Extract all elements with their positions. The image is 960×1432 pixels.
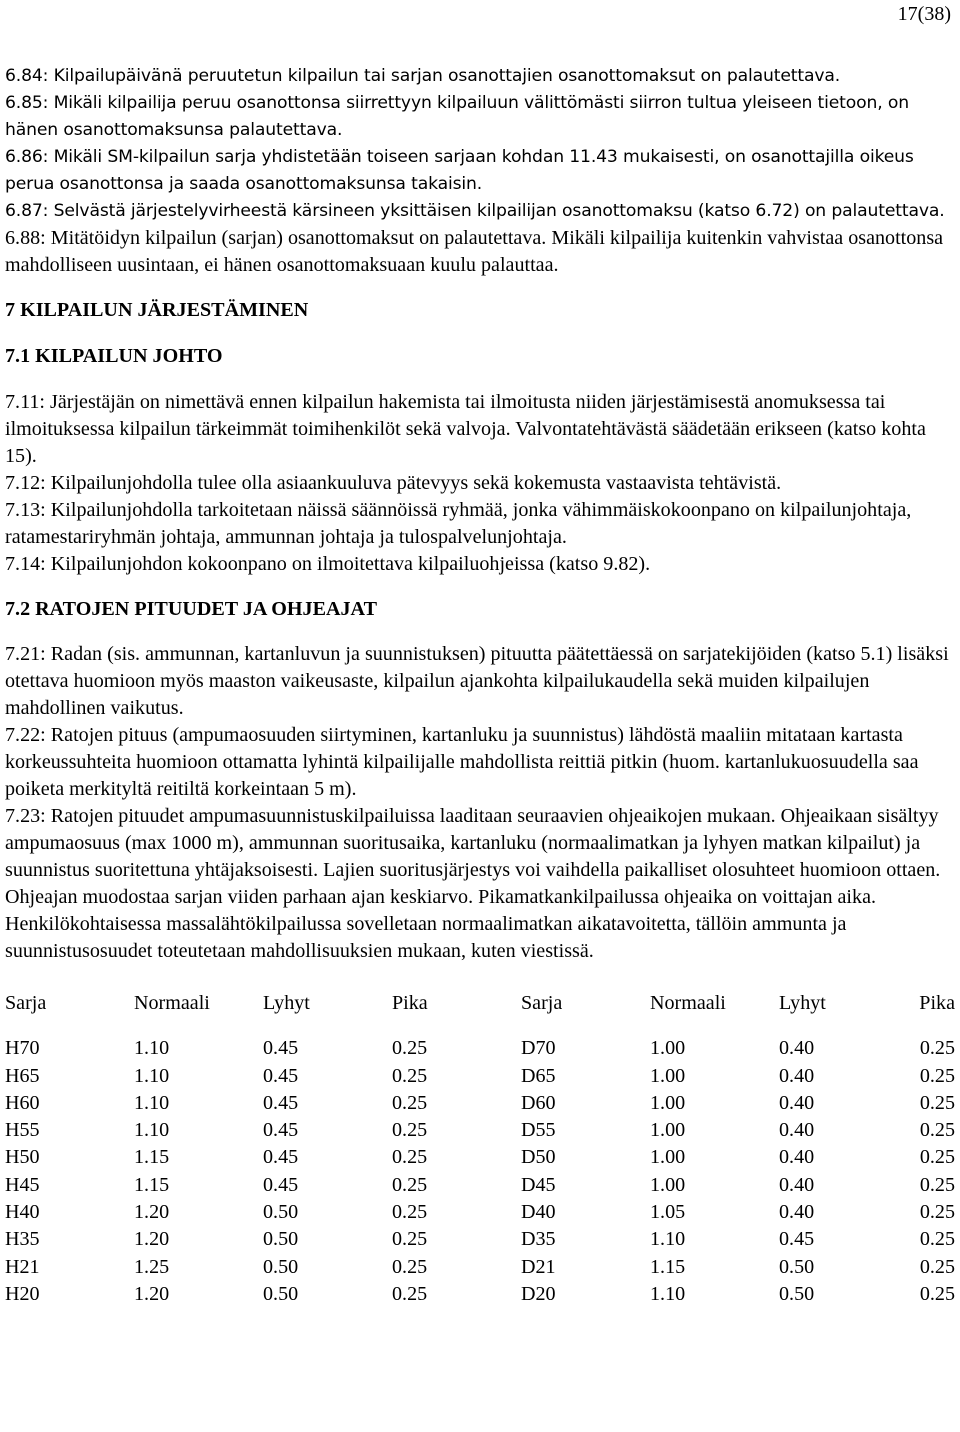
- table-cell: 0.25: [392, 1091, 428, 1114]
- table-cell: 0.25: [392, 1282, 428, 1305]
- table-cell: 0.40: [779, 1091, 815, 1114]
- column-header: Normaali: [650, 992, 726, 1014]
- table-cell: D70: [521, 1037, 556, 1060]
- table-cell: D60: [521, 1091, 556, 1114]
- column-header: Lyhyt: [263, 992, 310, 1014]
- table-cell: H20: [5, 1282, 40, 1305]
- table-header-row: [5, 990, 955, 1017]
- table-cell: 0.45: [263, 1037, 299, 1060]
- paragraph-7-23: 7.23: Ratojen pituudet ampumasuunnistuskilpailuissa laaditaan seuraavien ohjeaikojen mukaan. Ohjeaikaan sisältyy ampumaosuus (max 1000 m), ammunnan suoritusaika, kartanluku (normaalimatkan ja lyhyen matkan kilpailut) ja suunnistus suoritettuna yhtäjaksoisesti. Lajien suoritusjärjestys voi vaihdella paikalliset olosuhteet huomioon ottaen. Ohjeajan muodostaa sarjan viiden parhaan ajan keskiarvo. Pikamatkankilpailussa ohjeaika on voittajan aika.: [5, 805, 941, 908]
- table-cell: 1.10: [134, 1037, 170, 1060]
- section-heading-7-2: 7.2 RATOJEN PITUUDET JA OHJEAJAT: [5, 598, 377, 620]
- table-cell: 1.00: [650, 1119, 686, 1142]
- paragraph-6-87: 6.87: Selvästä järjestelyvirheestä kärsineen yksittäisen kilpailijan osanottomaksu (katso 6.72) on palautettava.: [5, 201, 945, 221]
- table-cell: 0.50: [263, 1201, 299, 1224]
- table-cell: 0.40: [779, 1146, 815, 1169]
- table-cell: 0.25: [392, 1255, 428, 1278]
- table-cell: H40: [5, 1201, 40, 1224]
- paragraph-mass-start: Henkilökohtaisessa massalähtökilpailussa sovelletaan normaalimatkan aikatavoitetta, tällöin ammunta ja suunnistusosuudet toteutetaan mahdollisuuksien mukaan, kuten viestissä.: [5, 913, 847, 962]
- table-cell: 0.25: [919, 1201, 955, 1224]
- guide-time-table: [5, 990, 955, 1308]
- table-cell: D50: [521, 1146, 556, 1169]
- table-cell: 0.25: [919, 1064, 955, 1087]
- section-heading-7: 7 KILPAILUN JÄRJESTÄMINEN: [5, 299, 309, 321]
- paragraph-6-88: 6.88: Mitätöidyn kilpailun (sarjan) osanottomaksut on palautettava. Mikäli kilpailija kuitenkin vahvistaa osanottonsa mahdolliseen uusintaan, ei hänen osanottomaksuaan kuulu palauttaa.: [5, 227, 944, 276]
- section-heading-7-1: 7.1 KILPAILUN JOHTO: [5, 345, 223, 367]
- paragraph-6-84: 6.84: Kilpailupäivänä peruutetun kilpailun tai sarjan osanottajien osanottomaksut on palautettava.: [5, 66, 841, 86]
- table-cell: 1.05: [650, 1201, 686, 1224]
- table-cell: H55: [5, 1119, 40, 1142]
- column-header: Pika: [392, 992, 428, 1014]
- table-row: [5, 1144, 955, 1171]
- table-cell: 1.10: [650, 1282, 686, 1305]
- table-row: [5, 1199, 955, 1226]
- table-cell: 1.10: [650, 1228, 686, 1251]
- table-row: [5, 1281, 955, 1308]
- paragraph-6-85: 6.85: Mikäli kilpailija peruu osanottonsa siirrettyyn kilpailuun välittömästi siirron tultua yleiseen tietoon, on hänen osanottomaksunsa palautettava.: [5, 93, 909, 140]
- table-cell: 0.45: [263, 1146, 299, 1169]
- paragraph-7-12: 7.12: Kilpailunjohdolla tulee olla asiaankuuluva pätevyys sekä kokemusta vastaavista tehtävistä.: [5, 472, 782, 494]
- table-cell: 0.45: [263, 1064, 299, 1087]
- table-cell: 0.25: [919, 1228, 955, 1251]
- table-row: [5, 1254, 955, 1281]
- table-row: [5, 1226, 955, 1253]
- table-cell: 0.25: [919, 1119, 955, 1142]
- table-cell: 0.40: [779, 1201, 815, 1224]
- table-cell: 0.50: [779, 1255, 815, 1278]
- table-cell: 0.25: [392, 1146, 428, 1169]
- table-body: [5, 1035, 955, 1308]
- table-cell: 0.40: [779, 1037, 815, 1060]
- column-header: Normaali: [134, 992, 210, 1014]
- table-cell: 1.00: [650, 1146, 686, 1169]
- table-cell: 1.20: [134, 1228, 170, 1251]
- table-cell: 1.00: [650, 1037, 686, 1060]
- table-row: [5, 1090, 955, 1117]
- table-cell: H65: [5, 1064, 40, 1087]
- table-cell: 1.10: [134, 1091, 170, 1114]
- table-cell: H21: [5, 1255, 40, 1278]
- table-cell: H50: [5, 1146, 40, 1169]
- table-cell: 0.45: [263, 1119, 299, 1142]
- paragraph-6-86: 6.86: Mikäli SM-kilpailun sarja yhdistetään toiseen sarjaan kohdan 11.43 mukaisesti, on osanottajilla oikeus perua osanottonsa ja saada osanottomaksunsa takaisin.: [5, 147, 914, 194]
- table-cell: 0.50: [263, 1282, 299, 1305]
- table-cell: D21: [521, 1255, 556, 1278]
- table-cell: 0.50: [779, 1282, 815, 1305]
- table-cell: 1.00: [650, 1091, 686, 1114]
- table-cell: 1.15: [134, 1146, 170, 1169]
- table-cell: 1.00: [650, 1064, 686, 1087]
- table-cell: 0.45: [263, 1091, 299, 1114]
- paragraph-7-14: 7.14: Kilpailunjohdon kokoonpano on ilmoitettava kilpailuohjeissa (katso 9.82).: [5, 553, 651, 575]
- table-cell: 0.25: [392, 1037, 428, 1060]
- table-cell: H60: [5, 1091, 40, 1114]
- table-cell: D55: [521, 1119, 556, 1142]
- table-cell: 1.15: [650, 1255, 686, 1278]
- table-cell: 0.25: [392, 1064, 428, 1087]
- table-cell: 0.40: [779, 1119, 815, 1142]
- paragraph-7-21: 7.21: Radan (sis. ammunnan, kartanluvun ja suunnistuksen) pituutta päätettäessä on sarjatekijöiden (katso 5.1) lisäksi otettava huomioon myös maaston vaikeusaste, kilpailun ajankohta kilpailukaudella sekä muiden kilpailujen mahdollinen vaikutus.: [5, 643, 949, 719]
- table-row: [5, 1035, 955, 1062]
- table-cell: 0.45: [263, 1173, 299, 1196]
- paragraph-7-13: 7.13: Kilpailunjohdolla tarkoitetaan näissä säännöissä ryhmää, jonka vähimmäiskokoonpano on kilpailunjohtaja, ratamestariryhmän johtaja, ammunnan johtaja ja tulospalvelunjohtaja.: [5, 499, 912, 548]
- table-row: [5, 1117, 955, 1144]
- table-cell: 0.50: [263, 1255, 299, 1278]
- document-body: [5, 63, 955, 1308]
- paragraph-7-11: 7.11: Järjestäjän on nimettävä ennen kilpailun hakemista tai ilmoitusta niiden järjestämisestä anomuksessa tai ilmoituksessa kilpailun tärkeimmät toimihenkilöt sekä valvoja. Valvontatehtävästä säädetään erikseen (katso kohta 15).: [5, 391, 926, 467]
- table-cell: 0.25: [392, 1201, 428, 1224]
- column-header: Sarja: [5, 992, 47, 1014]
- table-cell: 0.45: [779, 1228, 815, 1251]
- table-row: [5, 1172, 955, 1199]
- table-cell: 0.50: [263, 1228, 299, 1251]
- table-cell: 0.25: [919, 1037, 955, 1060]
- table-cell: 1.10: [134, 1064, 170, 1087]
- table-cell: D20: [521, 1282, 556, 1305]
- table-cell: 0.25: [392, 1173, 428, 1196]
- table-cell: H45: [5, 1173, 40, 1196]
- paragraph-7-22: 7.22: Ratojen pituus (ampumaosuuden siirtyminen, kartanluku ja suunnistus) lähdöstä maaliin mitataan kartasta korkeussuhteita huomioon ottamatta lyhintä kilpailijalle mahdollista reittiä pitkin (huom. kartanlukuosuudella saa poiketa merkityltä reitiltä korkeintaan 5 m).: [5, 724, 919, 800]
- column-header: Sarja: [521, 992, 563, 1014]
- table-cell: D65: [521, 1064, 556, 1087]
- table-cell: 1.25: [134, 1255, 170, 1278]
- table-cell: 0.40: [779, 1064, 815, 1087]
- table-cell: 0.25: [919, 1282, 955, 1305]
- table-cell: 0.25: [919, 1091, 955, 1114]
- table-cell: 1.10: [134, 1119, 170, 1142]
- table-cell: H35: [5, 1228, 40, 1251]
- table-row: [5, 1063, 955, 1090]
- table-cell: 0.25: [392, 1119, 428, 1142]
- table-cell: 0.25: [919, 1146, 955, 1169]
- column-header: Pika: [919, 992, 955, 1014]
- table-cell: 1.20: [134, 1282, 170, 1305]
- table-cell: 1.20: [134, 1201, 170, 1224]
- table-cell: 1.15: [134, 1173, 170, 1196]
- column-header: Lyhyt: [779, 992, 826, 1014]
- table-cell: 0.25: [919, 1255, 955, 1278]
- table-cell: 1.00: [650, 1173, 686, 1196]
- page-number: 17(38): [897, 3, 951, 25]
- table-cell: 0.25: [392, 1228, 428, 1251]
- table-cell: 0.25: [919, 1173, 955, 1196]
- table-cell: D45: [521, 1173, 556, 1196]
- table-cell: D35: [521, 1228, 556, 1251]
- table-cell: H70: [5, 1037, 40, 1060]
- table-cell: 0.40: [779, 1173, 815, 1196]
- table-cell: D40: [521, 1201, 556, 1224]
